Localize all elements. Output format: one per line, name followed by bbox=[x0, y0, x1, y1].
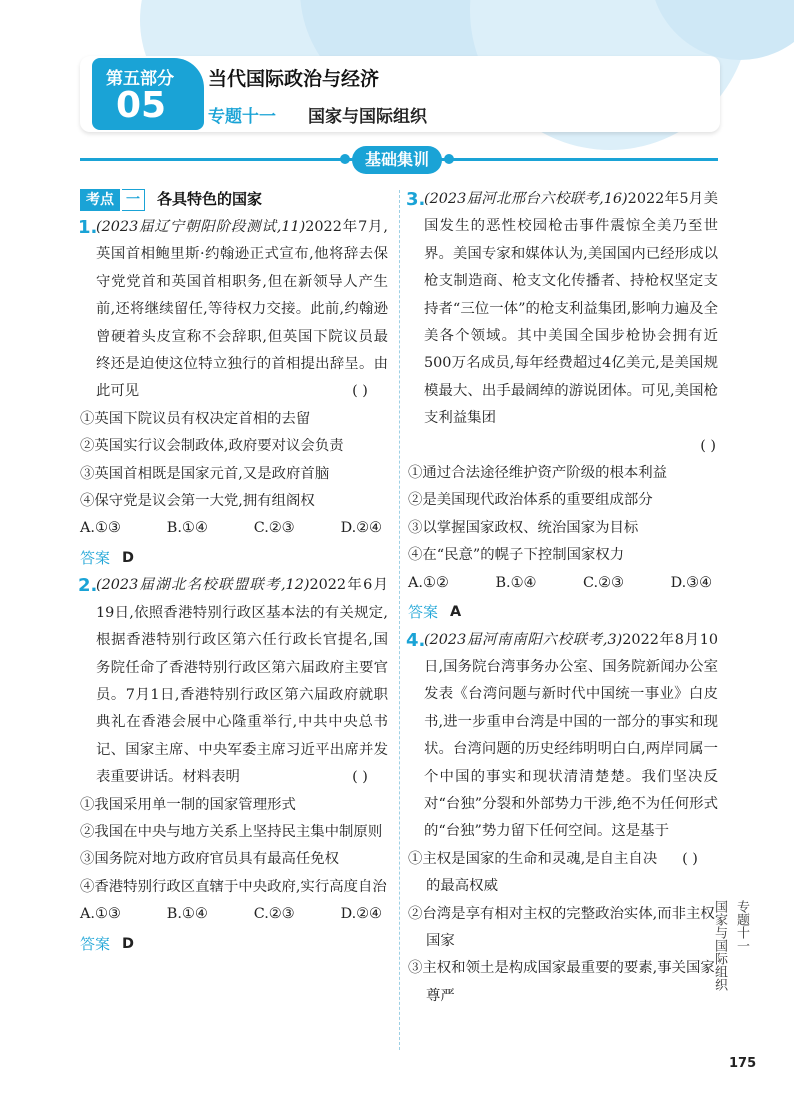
option: ②台湾是享有相对主权的完整政治实体,而非主权国家 bbox=[408, 905, 715, 949]
choice-a: A.①③ bbox=[80, 520, 121, 537]
choice-c: C.②③ bbox=[253, 906, 295, 923]
option: ①通过合法途径维护资产阶级的根本利益 bbox=[408, 465, 668, 482]
right-column bbox=[408, 186, 718, 1010]
answer-bracket: ( ) bbox=[352, 383, 368, 400]
answer-row bbox=[408, 599, 718, 626]
part-badge bbox=[92, 58, 204, 130]
side-tab-title: 国家与国际组织 bbox=[712, 900, 727, 991]
question-stem: 2022年5月美国发生的恶性校园枪击事件震惊全美乃至世界。美国专家和媒体认为,美国国内已经形成以枪支制造商、枪支文化传播者、持枪权坚定支持者“三位一体”的枪支利益集团,影响力遍及全美各个领域。其中美国全国步枪协会拥有近500万名成员,每年经费超过4亿美元,是美国规模最大、出手最阔绰的游说团体。可见,美国枪支利益集团 bbox=[424, 191, 718, 427]
option: ②我国在中央与地方关系上坚持民主集中制原则 bbox=[80, 823, 383, 840]
page-number: 175 bbox=[729, 1056, 757, 1071]
choice-b: B.①④ bbox=[495, 574, 537, 591]
question-source: (2023届河北邢台六校联考,16) bbox=[424, 191, 628, 207]
answer-label: 答案 bbox=[80, 548, 111, 567]
answer-row bbox=[80, 931, 388, 958]
option: ②英国实行议会制政体,政府要对议会负责 bbox=[80, 438, 344, 455]
option: ③英国首相既是国家元首,又是政府首脑 bbox=[80, 465, 330, 482]
choice-b: B.①④ bbox=[166, 520, 208, 537]
option: ②是美国现代政治体系的重要组成部分 bbox=[408, 492, 653, 509]
section-title: 基础集训 bbox=[352, 146, 442, 174]
question-number: 1. bbox=[78, 217, 98, 238]
question-source: (2023届河南南阳六校联考,3) bbox=[424, 631, 623, 648]
answer-label: 答案 bbox=[80, 934, 111, 953]
option: ③主权和领土是构成国家最重要的要素,事关国家尊严 bbox=[408, 960, 715, 1004]
choices-row bbox=[80, 515, 388, 542]
question-stem: 2022年7月,英国首相鲍里斯·约翰逊正式宣布,他将辞去保守党党首和英国首相职务,但在新领导人产生前,还将继续留任,等待权力交接。此前,约翰逊曾硬着头皮宣称不会辞职,但英国下院议员最终还是迫使这位特立独行的首相提出辞呈。由此可见 bbox=[96, 219, 388, 400]
question-stem: 2022年6月19日,依照香港特别行政区基本法的有关规定,根据香港特别行政区第六任行政长官提名,国务院任命了香港特别行政区第六届政府主要官员。7月1日,香港特别行政区第六届政府就职典礼在香港会展中心隆重举行,中共中央总书记、国家主席、中央军委主席习近平出席并发表重要讲话。材料表明 bbox=[96, 577, 388, 786]
side-tab-topic: 专题十一 bbox=[734, 900, 749, 952]
kaodian-heading bbox=[80, 186, 388, 214]
section-dot-left bbox=[340, 154, 350, 164]
question-4 bbox=[406, 627, 718, 867]
answer-value: D bbox=[122, 549, 134, 566]
part-label: 第五部分 bbox=[106, 69, 174, 89]
answer-label: 答案 bbox=[408, 603, 439, 622]
choices-row bbox=[80, 901, 388, 928]
answer-bracket: ( ) bbox=[700, 437, 716, 454]
choice-b: B.①④ bbox=[166, 906, 208, 923]
section-dot-right bbox=[444, 154, 454, 164]
choice-a: A.①③ bbox=[80, 906, 121, 923]
choice-d: D.③④ bbox=[670, 574, 712, 591]
option: ④在“民意”的幌子下控制国家权力 bbox=[408, 547, 625, 564]
question-3 bbox=[408, 186, 718, 433]
choice-a: A.①② bbox=[408, 574, 449, 591]
kaodian-number: 一 bbox=[122, 189, 145, 211]
choice-d: D.②④ bbox=[340, 520, 382, 537]
question-2 bbox=[80, 572, 388, 791]
question-number: 2. bbox=[78, 575, 98, 597]
topic-title: 国家与国际组织 bbox=[308, 107, 427, 127]
topic-label: 专题十一 bbox=[208, 107, 276, 127]
answer-value: D bbox=[122, 935, 134, 952]
option: ①英国下院议员有权决定首相的去留 bbox=[80, 410, 311, 427]
option: ①主权是国家的生命和灵魂,是自主自决的最高权威 bbox=[408, 850, 658, 895]
answer-value: A bbox=[450, 604, 462, 621]
choice-d: D.②④ bbox=[340, 906, 382, 923]
question-number: 4. bbox=[406, 629, 426, 651]
choice-c: C.②③ bbox=[583, 574, 624, 591]
option: ①我国采用单一制的国家管理形式 bbox=[80, 796, 296, 813]
answer-bracket: ( ) bbox=[352, 769, 368, 786]
kaodian-tag: 考点 bbox=[80, 189, 120, 211]
part-number: 05 bbox=[116, 85, 167, 126]
question-source: (2023届辽宁朝阳阶段测试,11) bbox=[96, 219, 306, 235]
left-column bbox=[80, 186, 388, 958]
choice-c: C.②③ bbox=[253, 520, 295, 537]
option: ③以掌握国家政权、统治国家为目标 bbox=[408, 519, 639, 536]
kaodian-title: 各具特色的国家 bbox=[157, 190, 263, 209]
choices-row bbox=[408, 570, 718, 597]
question-1 bbox=[80, 214, 388, 406]
answer-bracket: ( ) bbox=[682, 850, 698, 867]
option: ④保守党是议会第一大党,拥有组阁权 bbox=[80, 493, 315, 510]
part-title: 当代国际政治与经济 bbox=[208, 68, 380, 90]
question-number: 3. bbox=[406, 189, 426, 210]
question-stem: 2022年8月10日,国务院台湾事务办公室、国务院新闻办公室发表《台湾问题与新时代中国统一事业》白皮书,进一步重申台湾是中国的一部分的事实和现状。台湾问题的历史经纬明明白白,两岸同属一个中国的事实和现状清清楚楚。我们坚决反对“台独”分裂和外部势力干涉,绝不为任何形式的“台独”势力留下任何空间。这是基于 bbox=[424, 631, 718, 840]
side-tab bbox=[712, 900, 752, 991]
option: ④香港特别行政区直辖于中央政府,实行高度自治 bbox=[80, 878, 387, 895]
option: ③国务院对地方政府官员具有最高任免权 bbox=[80, 851, 340, 868]
question-source: (2023届湖北名校联盟联考,12) bbox=[96, 577, 310, 594]
column-divider bbox=[399, 190, 400, 1050]
answer-row bbox=[80, 545, 388, 572]
